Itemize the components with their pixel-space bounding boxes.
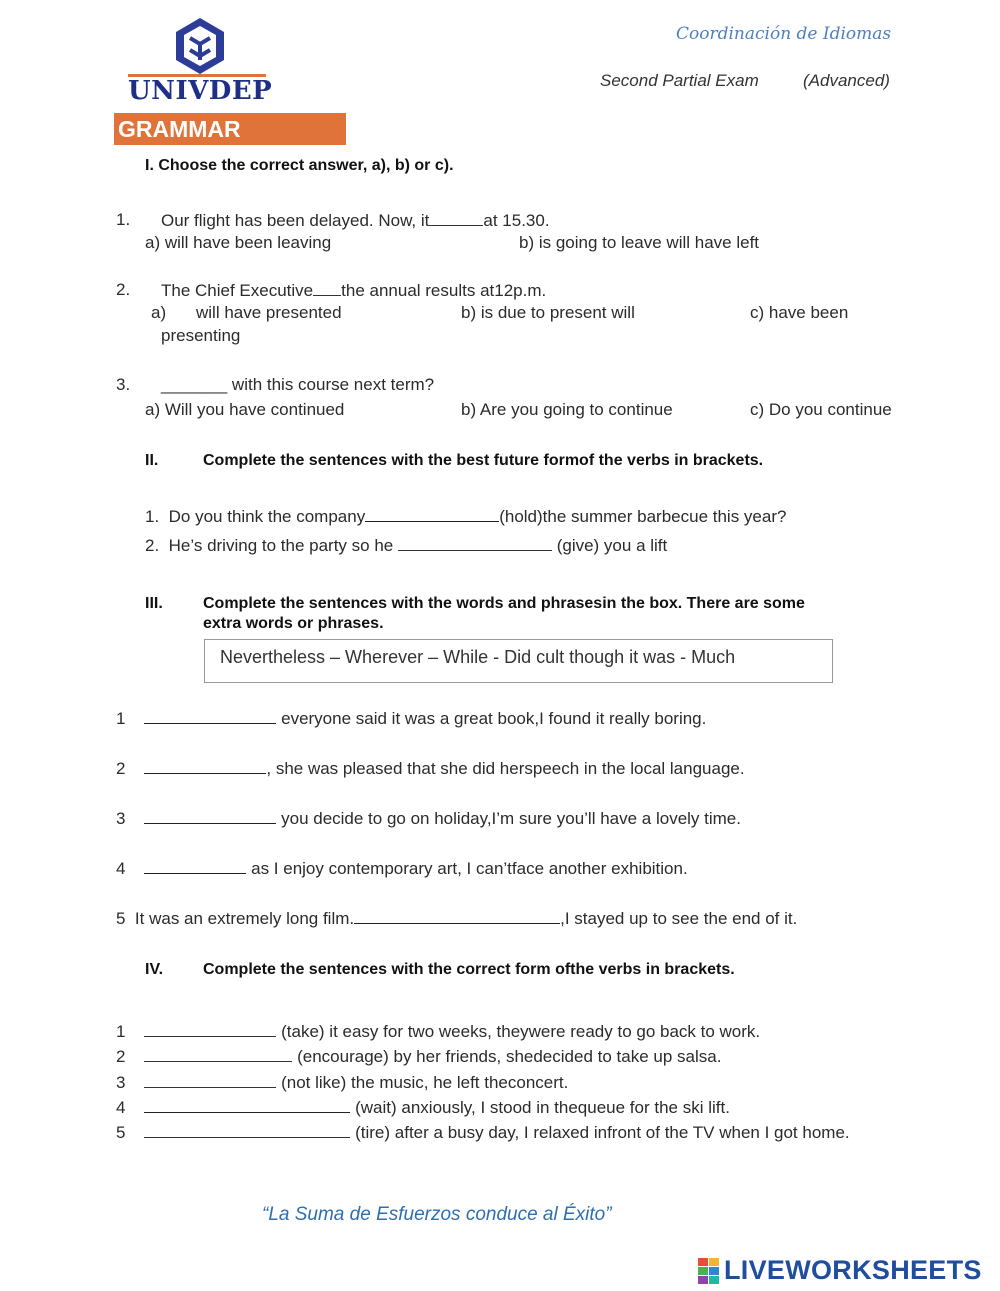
q1-blank[interactable] <box>429 210 483 226</box>
q3-option-a[interactable]: a) Will you have continued <box>145 400 345 419</box>
part4-item-2: 2 (encourage) by her friends, shedecided to take up salsa. <box>116 1047 722 1066</box>
part4-number: IV. <box>145 961 164 978</box>
part1-instruction: I. Choose the correct answer, a), b) or c). <box>145 157 454 174</box>
grammar-banner: GRAMMAR <box>114 113 346 145</box>
part3-instruction-line2: extra words or phrases. <box>203 615 384 632</box>
exam-title: Second Partial Exam <box>600 71 759 90</box>
logo-text: UNIVDEP <box>128 76 273 106</box>
part3-blank-5[interactable] <box>354 908 560 924</box>
univdep-logo <box>128 16 273 106</box>
q1-number: 1. <box>116 210 131 229</box>
liveworksheets-blocks-icon <box>698 1258 720 1284</box>
q2-option-a-label[interactable]: a) <box>151 303 167 322</box>
part2-blank-2[interactable] <box>398 535 552 551</box>
q1-option-a[interactable]: a) will have been leaving <box>145 233 332 252</box>
q1-option-b[interactable]: b) is going to leave will have left <box>519 233 760 252</box>
part2-item-1: 1. Do you think the company (hold)the summer barbecue this year? <box>145 507 787 526</box>
q3-number: 3. <box>116 375 131 394</box>
coordination-title: Coordinación de Idiomas <box>676 24 892 44</box>
part3-blank-2[interactable] <box>144 758 266 774</box>
part4-item-3: 3 (not like) the music, he left theconcert. <box>116 1073 569 1092</box>
q2-stem: The Chief Executive the annual results at12p.m. <box>161 281 547 300</box>
logo-emblem-icon <box>170 16 230 76</box>
liveworksheets-logo[interactable] <box>698 1255 982 1287</box>
part3-item-4: 4 as I enjoy contemporary art, I can’tface another exhibition. <box>116 859 688 878</box>
word-box-text: Nevertheless – Wherever – While - Did cult though it was - Much <box>220 647 736 667</box>
exam-level: (Advanced) <box>803 71 890 90</box>
q3-option-b[interactable]: b) Are you going to continue <box>461 400 673 419</box>
q2-option-c[interactable]: c) have been <box>750 303 849 322</box>
part4-blank-1[interactable] <box>144 1021 276 1037</box>
part4-instruction: Complete the sentences with the correct form ofthe verbs in brackets. <box>203 961 735 978</box>
part3-blank-1[interactable] <box>144 708 276 724</box>
part3-item-1: 1 everyone said it was a great book,I found it really boring. <box>116 709 707 728</box>
q1-stem: Our flight has been delayed. Now, it at 15.30. <box>161 211 550 230</box>
part3-blank-4[interactable] <box>144 858 246 874</box>
q2-option-a[interactable]: will have presented <box>196 303 342 322</box>
part2-blank-1[interactable] <box>365 506 499 522</box>
part3-number: III. <box>145 595 163 612</box>
part4-item-5: 5 (tire) after a busy day, I relaxed infront of the TV when I got home. <box>116 1123 850 1142</box>
q2-option-b[interactable]: b) is due to present will <box>461 303 635 322</box>
part2-item-2: 2. He’s driving to the party so he (give) you a lift <box>145 536 668 555</box>
part3-item-2: 2 , she was pleased that she did herspeech in the local language. <box>116 759 745 778</box>
part4-blank-3[interactable] <box>144 1072 276 1088</box>
q3-option-c[interactable]: c) Do you continue <box>750 400 892 419</box>
part4-blank-4[interactable] <box>144 1097 350 1113</box>
q3-stem: _______ with this course next term? <box>161 375 435 394</box>
part2-instruction: Complete the sentences with the best future formof the verbs in brackets. <box>203 452 764 469</box>
part4-blank-2[interactable] <box>144 1046 292 1062</box>
part3-item-5: 5 It was an extremely long film. ,I stayed up to see the end of it. <box>116 909 798 928</box>
part4-item-1: 1 (take) it easy for two weeks, theywere ready to go back to work. <box>116 1022 761 1041</box>
part3-instruction-line1: Complete the sentences with the words and phrasesin the box. There are some <box>203 595 805 612</box>
part3-item-3: 3 you decide to go on holiday,I’m sure you’ll have a lovely time. <box>116 809 741 828</box>
q2-blank[interactable] <box>313 280 341 296</box>
part4-item-4: 4 (wait) anxiously, I stood in thequeue for the ski lift. <box>116 1098 730 1117</box>
q2-number: 2. <box>116 280 131 299</box>
liveworksheets-brand: LIVEWORKSHEETS <box>724 1255 982 1285</box>
part3-blank-3[interactable] <box>144 808 276 824</box>
q2-option-c-continued: presenting <box>161 326 241 345</box>
part2-number: II. <box>145 452 159 469</box>
part4-blank-5[interactable] <box>144 1122 350 1138</box>
footer-motto: “La Suma de Esfuerzos conduce al Éxito” <box>262 1204 612 1225</box>
